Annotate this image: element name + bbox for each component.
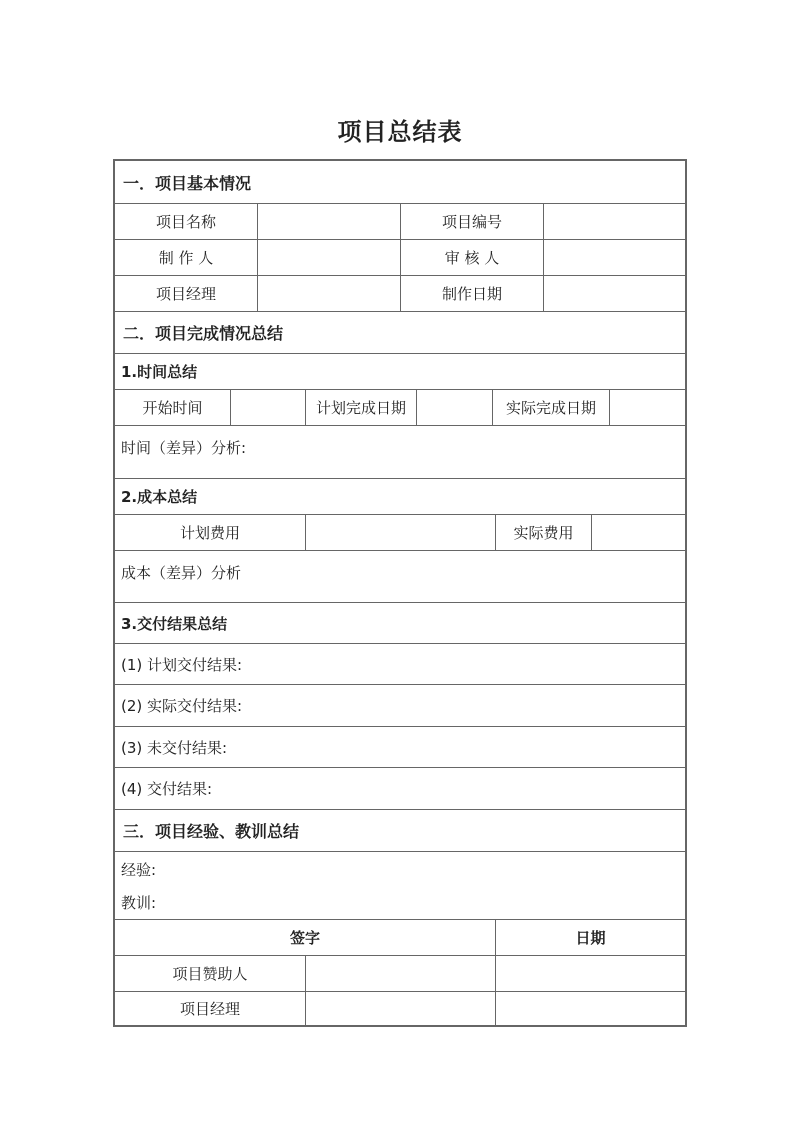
lesson-label: 教训: xyxy=(121,894,157,912)
sponsor-signature-field[interactable] xyxy=(306,956,496,991)
section-basic-info-heading-row xyxy=(115,161,685,204)
cost-analysis-label[interactable]: 成本（差异）分析 xyxy=(121,564,242,582)
delivery-result-label[interactable]: (4) 交付结果: xyxy=(121,780,213,798)
created-date-field[interactable] xyxy=(544,276,685,311)
author-label: 制 作 人 xyxy=(115,240,258,275)
delivery-item-row-1 xyxy=(115,644,685,685)
lessons-content[interactable] xyxy=(115,852,685,919)
start-time-label: 开始时间 xyxy=(115,390,231,425)
section-lessons-heading: 三．项目经验、教训总结 xyxy=(123,822,300,841)
manager-date-field[interactable] xyxy=(496,992,685,1025)
project-number-label: 项目编号 xyxy=(401,204,544,239)
time-analysis-row xyxy=(115,426,685,479)
actual-cost-label: 实际费用 xyxy=(496,515,592,550)
experience-label: 经验: xyxy=(121,861,157,879)
time-summary-heading-row xyxy=(115,354,685,390)
summary-form-table xyxy=(113,159,687,1027)
project-name-label: 项目名称 xyxy=(115,204,258,239)
actual-finish-label: 实际完成日期 xyxy=(493,390,610,425)
delivery-item-row-3 xyxy=(115,727,685,768)
cost-summary-heading-row xyxy=(115,479,685,515)
actual-cost-field[interactable] xyxy=(592,515,685,550)
sponsor-label: 项目赞助人 xyxy=(115,956,306,991)
section-lessons-heading-row xyxy=(115,810,685,852)
basic-info-row-3 xyxy=(115,276,685,312)
cost-summary-row xyxy=(115,515,685,551)
planned-cost-field[interactable] xyxy=(306,515,496,550)
page-title: 项目总结表 xyxy=(337,118,463,146)
manager-signature-field[interactable] xyxy=(306,992,496,1025)
planned-finish-label: 计划完成日期 xyxy=(306,390,417,425)
time-analysis-label[interactable]: 时间（差异）分析: xyxy=(121,439,247,457)
signoff-row-manager xyxy=(115,992,685,1025)
lessons-content-row xyxy=(115,852,685,920)
cost-summary-heading: 2.成本总结 xyxy=(121,488,198,506)
time-summary-row xyxy=(115,390,685,426)
delivery-summary-heading-row xyxy=(115,603,685,644)
project-manager-field[interactable] xyxy=(258,276,401,311)
time-summary-heading: 1.时间总结 xyxy=(121,363,198,381)
actual-delivery-label[interactable]: (2) 实际交付结果: xyxy=(121,697,243,715)
planned-finish-field[interactable] xyxy=(417,390,493,425)
start-time-field[interactable] xyxy=(231,390,306,425)
signoff-row-sponsor xyxy=(115,956,685,992)
reviewer-field[interactable] xyxy=(544,240,685,275)
delivery-item-row-2 xyxy=(115,685,685,727)
basic-info-row-1 xyxy=(115,204,685,240)
project-name-field[interactable] xyxy=(258,204,401,239)
section-completion-heading: 二．项目完成情况总结 xyxy=(123,324,284,343)
manager-label: 项目经理 xyxy=(115,992,306,1025)
section-basic-info-heading: 一．项目基本情况 xyxy=(123,173,252,193)
sign-header: 签字 xyxy=(115,920,496,955)
actual-finish-field[interactable] xyxy=(610,390,685,425)
project-manager-label: 项目经理 xyxy=(115,276,258,311)
project-number-field[interactable] xyxy=(544,204,685,239)
planned-cost-label: 计划费用 xyxy=(115,515,306,550)
section-completion-heading-row xyxy=(115,312,685,354)
reviewer-label: 审 核 人 xyxy=(401,240,544,275)
planned-delivery-label[interactable]: (1) 计划交付结果: xyxy=(121,655,243,674)
basic-info-row-2 xyxy=(115,240,685,276)
signoff-header-row xyxy=(115,920,685,956)
created-date-label: 制作日期 xyxy=(401,276,544,311)
author-field[interactable] xyxy=(258,240,401,275)
delivery-item-row-4 xyxy=(115,768,685,810)
undelivered-label[interactable]: (3) 未交付结果: xyxy=(121,738,228,757)
delivery-summary-heading: 3.交付结果总结 xyxy=(121,614,228,633)
date-header: 日期 xyxy=(575,929,606,947)
cost-analysis-row xyxy=(115,551,685,603)
sponsor-date-field[interactable] xyxy=(496,956,685,991)
